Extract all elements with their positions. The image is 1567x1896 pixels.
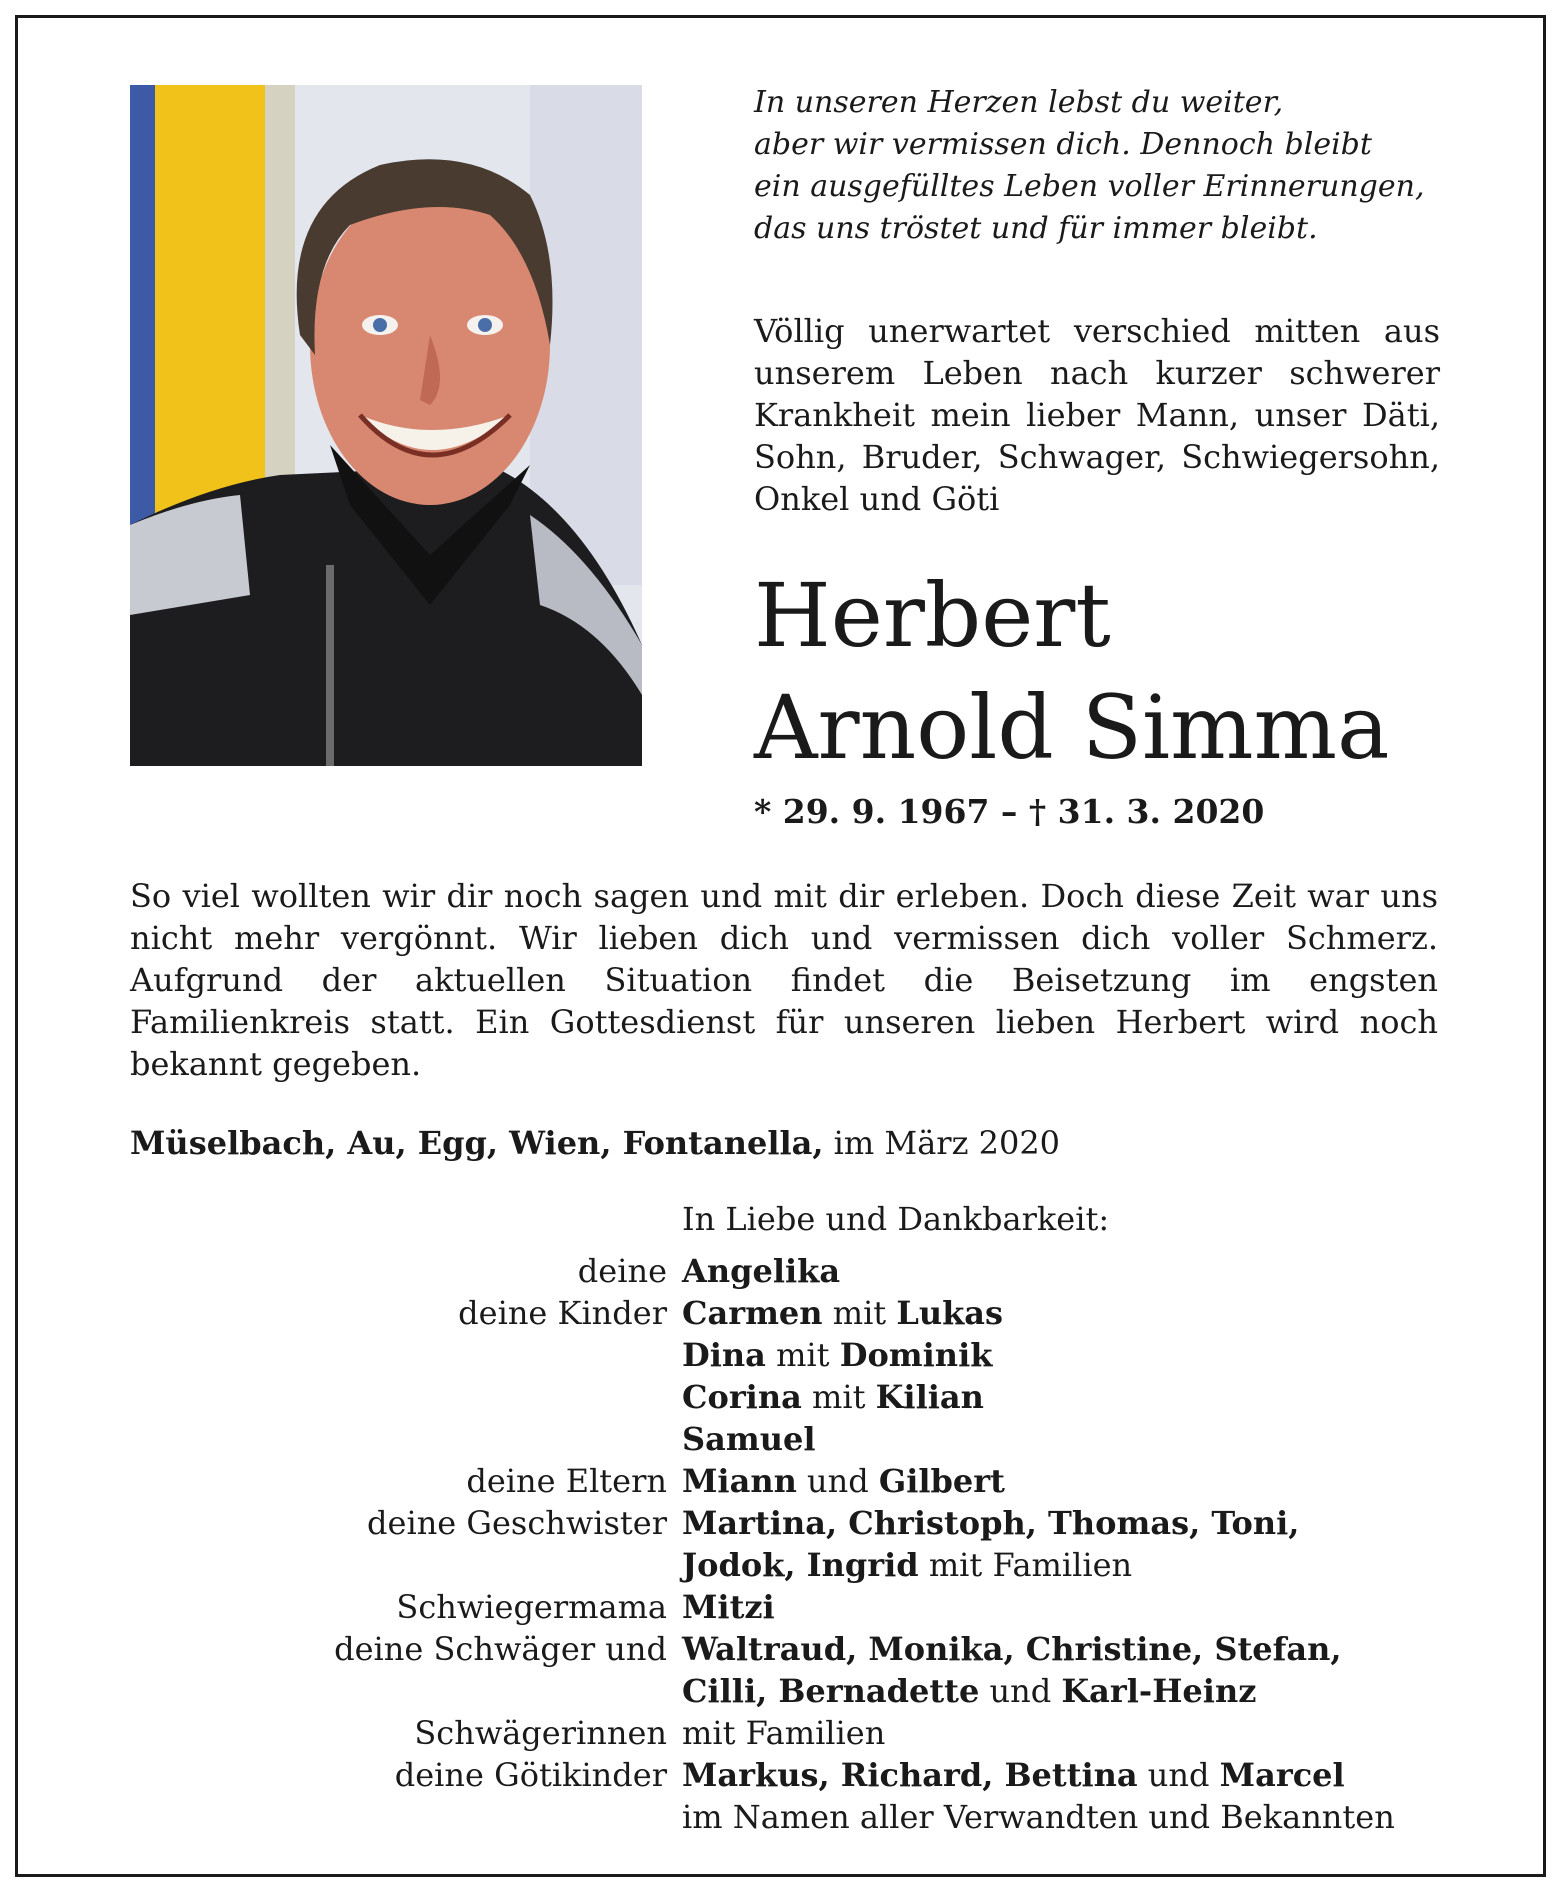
body-text: So viel wollten wir dir noch sagen und mit dir erleben. Doch diese Zeit war uns nicht mehr vergönnt. Wir lieben dich und vermissen dich voller Schmerz. Aufgrund der aktuellen Situation findet die Beisetzung im engsten Familienkreis statt. Ein Gottesdienst für unseren lieben Herbert wird noch bekannt gegeben. <box>130 877 1438 1083</box>
mourner-names <box>682 1292 1003 1334</box>
mourner-connector: mit <box>801 1378 876 1416</box>
mourner-name: Gilbert <box>878 1462 1005 1500</box>
mourner-name: Miann <box>682 1462 797 1500</box>
mourner-row <box>0 1628 1567 1670</box>
name-line-second: Arnold Simma <box>754 676 1390 779</box>
mourner-name: Dominik <box>839 1336 993 1374</box>
mourner-row <box>0 1460 1567 1502</box>
mourner-name: Cilli, Bernadette <box>682 1672 980 1710</box>
mourner-names <box>682 1250 840 1292</box>
mourner-name: Markus, Richard, Bettina <box>682 1756 1138 1794</box>
mourner-connector: und <box>979 1672 1062 1710</box>
mourner-row <box>0 1754 1567 1796</box>
mourner-name: Carmen <box>682 1294 823 1332</box>
mourner-connector: mit Familien <box>918 1546 1133 1584</box>
mourner-connector: mit <box>765 1336 840 1374</box>
mourner-relation: deine Kinder <box>458 1294 667 1332</box>
portrait-image <box>130 85 642 766</box>
mourner-names <box>682 1502 1299 1544</box>
places-names: Müselbach, Au, Egg, Wien, Fontanella, <box>130 1124 824 1162</box>
mourner-names <box>682 1754 1345 1796</box>
mourner-row <box>0 1292 1567 1334</box>
mourner-names <box>682 1334 992 1376</box>
mourner-name: Jodok, Ingrid <box>682 1546 919 1584</box>
mourner-connector: mit Familien <box>682 1714 886 1752</box>
mourner-name: Lukas <box>896 1294 1004 1332</box>
poem-line: aber wir vermissen dich. Dennoch bleibt <box>754 127 1372 162</box>
mourner-relation: deine Geschwister <box>367 1504 667 1542</box>
mourner-relation: deine Eltern <box>466 1462 667 1500</box>
mourner-row <box>0 1334 1567 1376</box>
mourner-row <box>0 1586 1567 1628</box>
mourner-relation: deine Schwäger und <box>334 1630 667 1668</box>
mourner-row <box>0 1502 1567 1544</box>
mourner-name: Martina, Christoph, Thomas, Toni, <box>682 1504 1300 1542</box>
mourner-name: Marcel <box>1219 1756 1345 1794</box>
mourner-names <box>682 1712 885 1754</box>
mourner-name: Samuel <box>682 1420 816 1458</box>
poem-line: das uns tröstet und für immer bleibt. <box>754 211 1318 246</box>
mourner-names <box>682 1586 775 1628</box>
mourner-row <box>0 1250 1567 1292</box>
mourner-row <box>0 1796 1567 1838</box>
poem <box>754 82 1474 250</box>
mourner-relation: Schwägerinnen <box>414 1714 667 1752</box>
mourner-connector: und <box>1137 1756 1220 1794</box>
mourner-name: Corina <box>682 1378 802 1416</box>
mourner-name: Mitzi <box>682 1588 775 1626</box>
mourner-row <box>0 1418 1567 1460</box>
mourner-name: Dina <box>682 1336 766 1374</box>
mourner-names <box>682 1418 815 1460</box>
mourner-names <box>682 1460 1005 1502</box>
mourner-name: Karl-Heinz <box>1061 1672 1257 1710</box>
name-line-first: Herbert <box>754 564 1111 667</box>
places-line <box>130 1124 1060 1162</box>
mourner-connector: mit <box>822 1294 897 1332</box>
mourner-relation: deine <box>577 1252 667 1290</box>
mourner-names <box>682 1544 1132 1586</box>
mourner-relation: Schwiegermama <box>396 1588 667 1626</box>
mourner-connector: und <box>796 1462 879 1500</box>
mourner-name: Kilian <box>875 1378 984 1416</box>
mourner-relation: deine Götikinder <box>394 1756 667 1794</box>
mourner-name: Angelika <box>682 1252 841 1290</box>
thanks-heading: In Liebe und Dankbarkeit: <box>682 1200 1110 1238</box>
mourner-row <box>0 1712 1567 1754</box>
mourner-names <box>682 1670 1256 1712</box>
poem-line: ein ausgefülltes Leben voller Erinnerungen, <box>754 169 1425 204</box>
mourner-row <box>0 1376 1567 1418</box>
mourner-names <box>682 1796 1395 1838</box>
mourners-list <box>0 1250 1567 1838</box>
mourner-name: Waltraud, Monika, Christine, Stefan, <box>682 1630 1342 1668</box>
life-dates: * 29. 9. 1967 – † 31. 3. 2020 <box>754 792 1265 831</box>
intro-text: Völlig unerwartet verschied mitten aus unserem Leben nach kurzer schwerer Krankheit mein lieber Mann, unser Däti, Sohn, Bruder, Schwager, Schwiegersohn, Onkel und Göti <box>754 312 1440 518</box>
mourner-row <box>0 1670 1567 1712</box>
places-date: im März 2020 <box>823 1124 1061 1162</box>
mourner-names <box>682 1376 984 1418</box>
poem-line: In unseren Herzen lebst du weiter, <box>754 85 1284 120</box>
portrait-photo <box>130 85 642 766</box>
deceased-name <box>754 560 1390 784</box>
mourner-names <box>682 1628 1341 1670</box>
mourner-row <box>0 1544 1567 1586</box>
mourner-connector: im Namen aller Verwandten und Bekannten <box>682 1798 1395 1836</box>
